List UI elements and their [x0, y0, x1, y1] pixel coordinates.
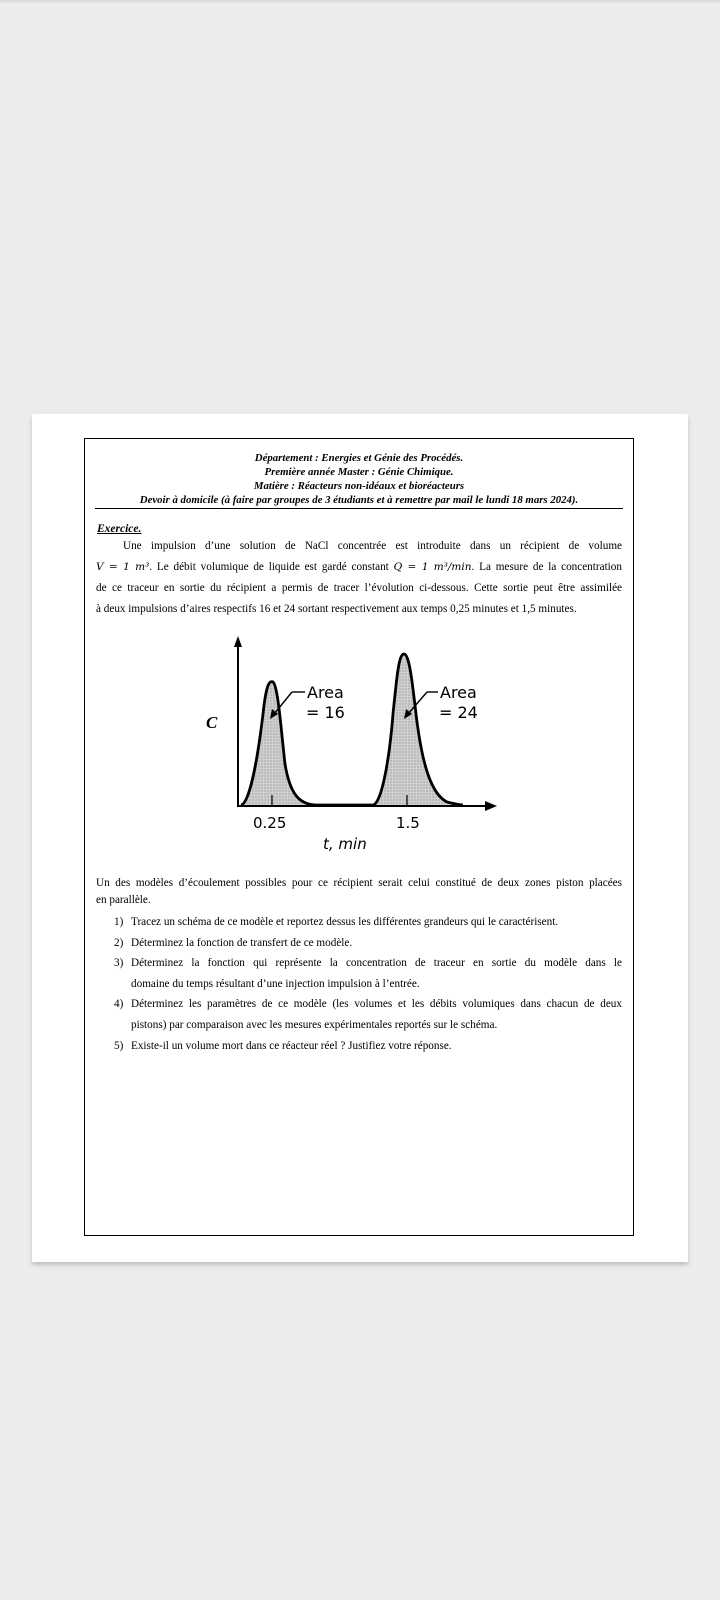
intro-line-4: à deux impulsions d’aires respectifs 16 et 24 sortant respectivement aux temps 0,25 minutes et 1,5 minutes. — [96, 603, 577, 615]
question-item — [96, 1036, 622, 1057]
area-label-2-line-1: Area — [440, 683, 477, 702]
x-tick-label-2: 1.5 — [396, 814, 420, 832]
x-axis-label: t, min — [323, 835, 367, 853]
x-tick-label-1: 0.25 — [253, 814, 287, 832]
model-paragraph — [96, 873, 622, 911]
header-assignment: Devoir à domicile (à faire par groupes de 3 étudiants et à remettre par mail le lundi 18 mars 2024). — [139, 494, 579, 506]
question-text-line: Tracez un schéma de ce modèle et reportez dessus les différentes grandeurs qui le caractérisent. — [131, 916, 559, 928]
area-label-1-line-2: = 16 — [306, 703, 345, 722]
question-text-line: pistons) par comparaison avec les mesures expérimentales reportés sur le schéma. — [131, 1018, 498, 1031]
question-number: 4) — [114, 998, 124, 1011]
header-year: Première année Master : Génie Chimique. — [264, 466, 454, 478]
intro-line-2-text: . Le débit volumique de liquide est gardé constant — [149, 561, 389, 573]
area-label-2-line-2: = 24 — [439, 703, 478, 722]
flowrate-formula: Q = 1 m³/min — [393, 561, 472, 573]
header-rule — [95, 508, 623, 509]
page-frame — [84, 438, 634, 1236]
question-item — [96, 953, 622, 994]
question-item — [96, 912, 622, 933]
top-edge-shadow — [0, 0, 720, 4]
question-item — [96, 994, 622, 1035]
question-text-line: Déterminez la fonction qui représente la concentration de traceur en sortie du modèle dans le — [131, 957, 622, 970]
question-item — [96, 933, 622, 954]
tracer-response-figure — [195, 634, 515, 869]
area-label-1-line-1: Area — [307, 683, 344, 702]
intro-line-3: de ce traceur en sortie du récipient a permis de tracer l’évolution ci-dessous. Cette sortie peut être assimilée — [96, 582, 622, 594]
intro-line-2 — [96, 557, 622, 578]
question-number: 1) — [114, 916, 124, 928]
question-number: 2) — [114, 936, 124, 949]
question-text-line: Existe-il un volume mort dans ce réacteur réel ? Justifiez votre réponse. — [131, 1039, 452, 1052]
x-axis-arrow — [485, 801, 497, 811]
question-text-line: Déterminez la fonction de transfert de ce modèle. — [131, 936, 353, 949]
questions-list — [96, 912, 622, 1056]
intro-paragraph — [96, 536, 622, 620]
model-line-1: Un des modèles d’écoulement possibles pour ce récipient serait celui constitué de deux zones piston placées — [96, 877, 622, 889]
header-subject: Matière : Réacteurs non-idéaux et bioréacteurs — [253, 480, 465, 492]
intro-line-1: Une impulsion d’une solution de NaCl concentrée est introduite dans un récipient de volume — [123, 540, 622, 552]
model-line-2: en parallèle. — [96, 894, 151, 906]
intro-line-2-end: . La mesure de la concentration — [471, 561, 622, 573]
question-text-line: Déterminez les paramètres de ce modèle (les volumes et les débits volumiques dans chacun de deux — [131, 998, 622, 1011]
question-text-line: domaine du temps résultant d’une injection impulsion à l’entrée. — [131, 977, 420, 990]
exercise-title: Exercice. — [97, 523, 142, 535]
document-header — [85, 451, 633, 507]
document-page — [32, 414, 688, 1262]
question-number: 3) — [114, 957, 124, 970]
tracer-response-svg — [195, 634, 515, 869]
header-department: Département : Energies et Génie des Procédés. — [254, 452, 464, 464]
question-number: 5) — [114, 1039, 124, 1052]
y-axis-label: C — [206, 713, 218, 732]
volume-formula: V = 1 m³ — [96, 561, 150, 573]
y-axis-arrow — [234, 636, 242, 647]
